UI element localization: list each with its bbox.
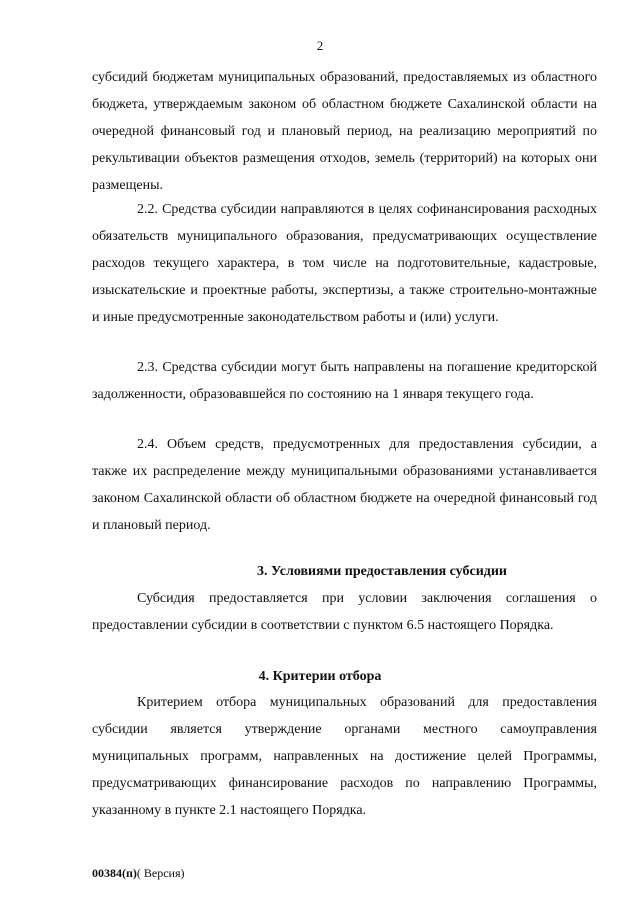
paragraph-text: Критерием отбора муниципальных образований для предоставления субсидии является утверждение органами местного самоуправления муниципальных программ, направленных на достижение целей Программы, предусматривающих финансирование расходов по направлению Программы, указанному в пункте 2.1 настоящего Порядка. [92, 695, 597, 818]
page-number: 2 [316, 38, 324, 53]
paragraph-text: 2.4. Объем средств, предусмотренных для предоставления субсидии, а также их распределение между муниципальными образованиями устанавливается законом Сахалинской области об областном бюджете на очередной финансовый год и плановый период. [92, 437, 597, 533]
paragraph-text: 2.2. Средства субсидии направляются в целях софинансирования расходных обязательств муниципального образования, предусматривающих осуществление расходов текущего характера, в том числе на подготовительные, кадастровые, изыскательские и проектные работы, экспертизы, а также строительно-монтажные и иные предусмотренные законодательством работы и (или) услуги. [92, 202, 597, 325]
document-version: ( Версия) [136, 866, 185, 880]
document-footer [92, 866, 185, 881]
document-code: 00384(п) [92, 866, 137, 880]
section-4-paragraph [92, 689, 597, 824]
paragraph-text: Субсидия предоставляется при условии заключения соглашения о предоставлении субсидии в соответствии с пунктом 6.5 настоящего Порядка. [92, 591, 597, 633]
paragraph-2-2 [92, 196, 597, 331]
paragraph-continuation [92, 64, 597, 199]
paragraph-text: 2.3. Средства субсидии могут быть направлены на погашение кредиторской задолженности, образовавшейся по состоянию на 1 января текущего года. [92, 360, 597, 402]
section-3-heading: 3. Условиями предоставления субсидии [256, 564, 507, 579]
paragraph-text: субсидий бюджетам муниципальных образований, предоставляемых из областного бюджета, утверждаемым законом об областном бюджете Сахалинской области на очередной финансовый год и плановый период, на реализацию мероприятий по рекультивации объектов размещения отходов, земель (территорий) на которых они размещены. [92, 70, 597, 193]
paragraph-2-3 [92, 354, 597, 408]
section-4-heading: 4. Критерии отбора [258, 669, 382, 684]
paragraph-2-4 [92, 431, 597, 539]
section-3-paragraph [92, 585, 597, 639]
